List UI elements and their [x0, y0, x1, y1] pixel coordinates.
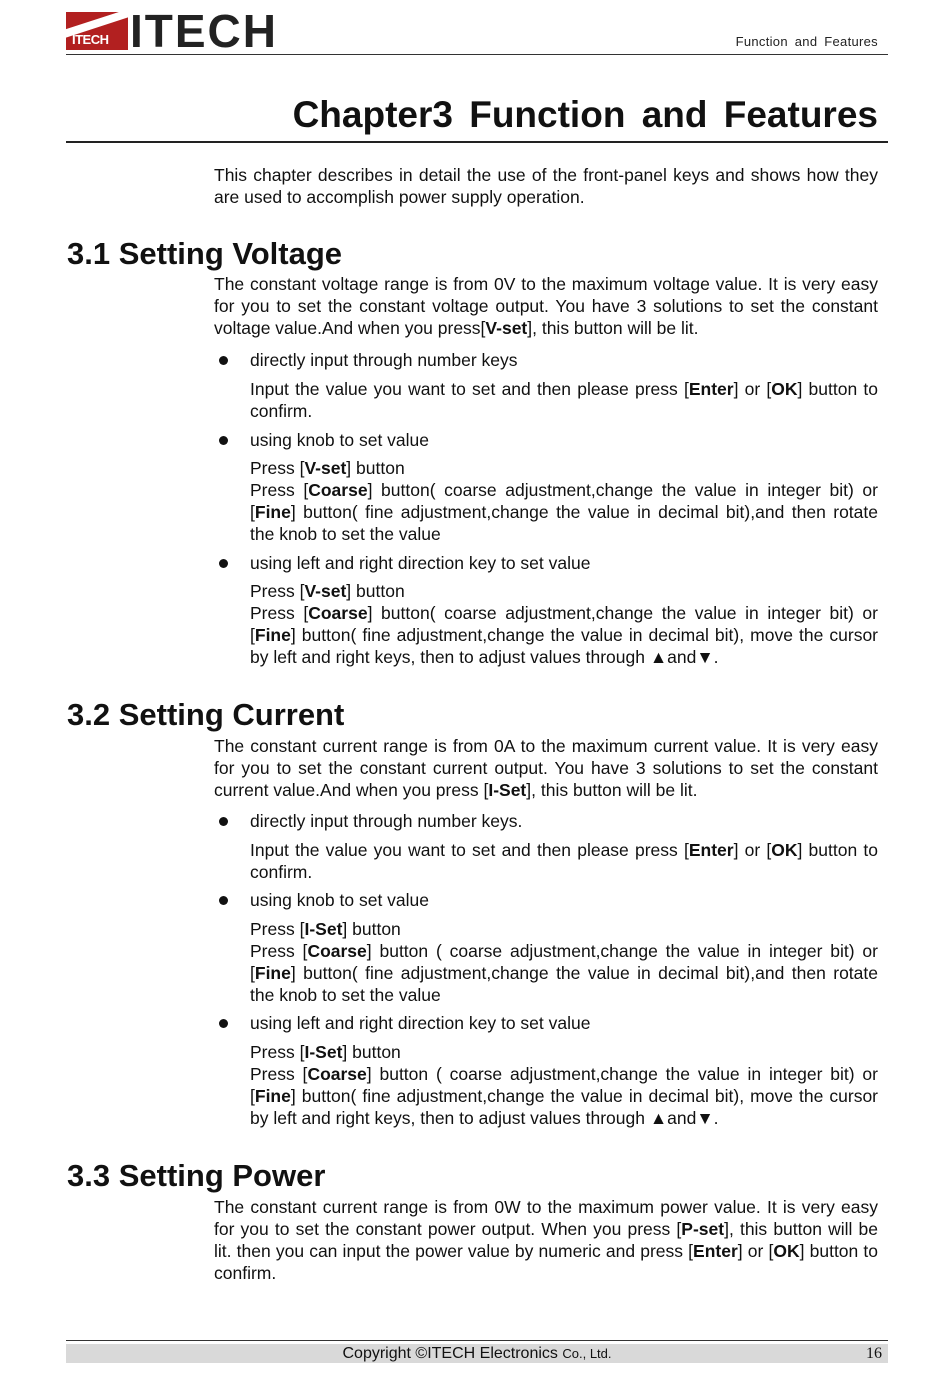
itech-logo	[66, 5, 278, 57]
chapter-divider	[66, 141, 888, 143]
key-ok: OK	[771, 840, 798, 860]
bullet-label: directly input through number keys	[250, 350, 518, 370]
key-ok: OK	[773, 1241, 800, 1261]
voltage-direction-detail: Press [V-set] button Press [Coarse] button( coarse adjustment,change the value in integer bit) or [Fine] button( fine adjustment,change the value in decimal bit), move the cursor by left and right keys, then to adjust values through ▲and▼.	[250, 581, 878, 667]
chapter-title: Chapter3 Function and Features	[292, 94, 878, 135]
section-intro-current: The constant current range is from 0A to the maximum current value. It is very easy for you to set the constant current output. You have 3 solutions to set the constant current value.And when you press [I-Set], this button will be lit.	[214, 736, 878, 800]
key-enter: Enter	[688, 379, 734, 399]
current-number-keys-detail: Input the value you want to set and then please press [Enter] or [OK] button to confirm.	[250, 840, 879, 882]
section-intro-power: The constant current range is from 0W to the maximum power value. It is very easy for you to set the constant power output. When you press [P-set], this button will be lit. then you can input the power value by numeric and press [Enter] or [OK] button to confirm.	[214, 1197, 879, 1283]
footer-divider	[66, 1340, 888, 1341]
key-p-set: P-set	[681, 1219, 725, 1239]
key-ok: OK	[771, 379, 798, 399]
bullet-dot	[219, 896, 228, 905]
bullet-dot	[219, 356, 228, 365]
page-header	[0, 0, 950, 60]
logo-wordmark: ITECH	[130, 5, 278, 57]
key-i-set: I-Set	[488, 780, 527, 800]
logo-small-text: ITECH	[72, 32, 109, 47]
header-divider	[66, 54, 888, 55]
bullet-label: using left and right direction key to set value	[250, 553, 591, 573]
section-intro-voltage: The constant voltage range is from 0V to the maximum voltage value. It is very easy for you to set the constant voltage output. You have 3 solutions to set the constant voltage value.And when you press[V-set], this button will be lit.	[214, 274, 878, 338]
section-title-power: 3.3 Setting Power	[67, 1158, 326, 1193]
section-title-voltage: 3.1 Setting Voltage	[67, 236, 343, 271]
key-enter: Enter	[688, 840, 734, 860]
page-number: 16	[866, 1345, 882, 1362]
key-v-set: V-set	[485, 318, 528, 338]
running-head: Function and Features	[735, 34, 878, 49]
bullet-dot	[219, 436, 228, 445]
chapter-intro: This chapter describes in detail the use of the front-panel keys and shows how they are used to accomplish power supply operation.	[214, 165, 878, 207]
page-footer	[66, 1344, 888, 1363]
bullet-dot	[219, 559, 228, 568]
voltage-knob-detail: Press [V-set] button Press [Coarse] button( coarse adjustment,change the value in integer bit) or [Fine] button( fine adjustment,change the value in decimal bit),and then rotate the knob to set the value	[250, 458, 878, 544]
current-direction-detail: Press [I-Set] button Press [Coarse] button ( coarse adjustment,change the value in integer bit) or [Fine] button( fine adjustment,change the value in decimal bit), move the cursor by left and right keys, then to adjust values through ▲and▼.	[250, 1042, 878, 1128]
bullet-dot	[219, 817, 228, 826]
footer-copyright: Copyright ©ITECH Electronics Co., Ltd.	[342, 1345, 612, 1362]
current-knob-detail: Press [I-Set] button Press [Coarse] button ( coarse adjustment,change the value in integer bit) or [Fine] button( fine adjustment,change the value in decimal bit),and then rotate the knob to set the value	[250, 919, 878, 1005]
bullet-label: using knob to set value	[250, 890, 430, 910]
voltage-number-keys-detail: Input the value you want to set and then please press [Enter] or [OK] button to confirm.	[250, 379, 879, 421]
key-enter: Enter	[693, 1241, 738, 1261]
bullet-label: using left and right direction key to set value	[250, 1013, 591, 1033]
logo-mark	[66, 12, 128, 50]
bullet-label: using knob to set value	[250, 430, 430, 450]
section-title-current: 3.2 Setting Current	[67, 697, 345, 732]
bullet-label: directly input through number keys.	[250, 811, 523, 831]
bullet-dot	[219, 1019, 228, 1028]
